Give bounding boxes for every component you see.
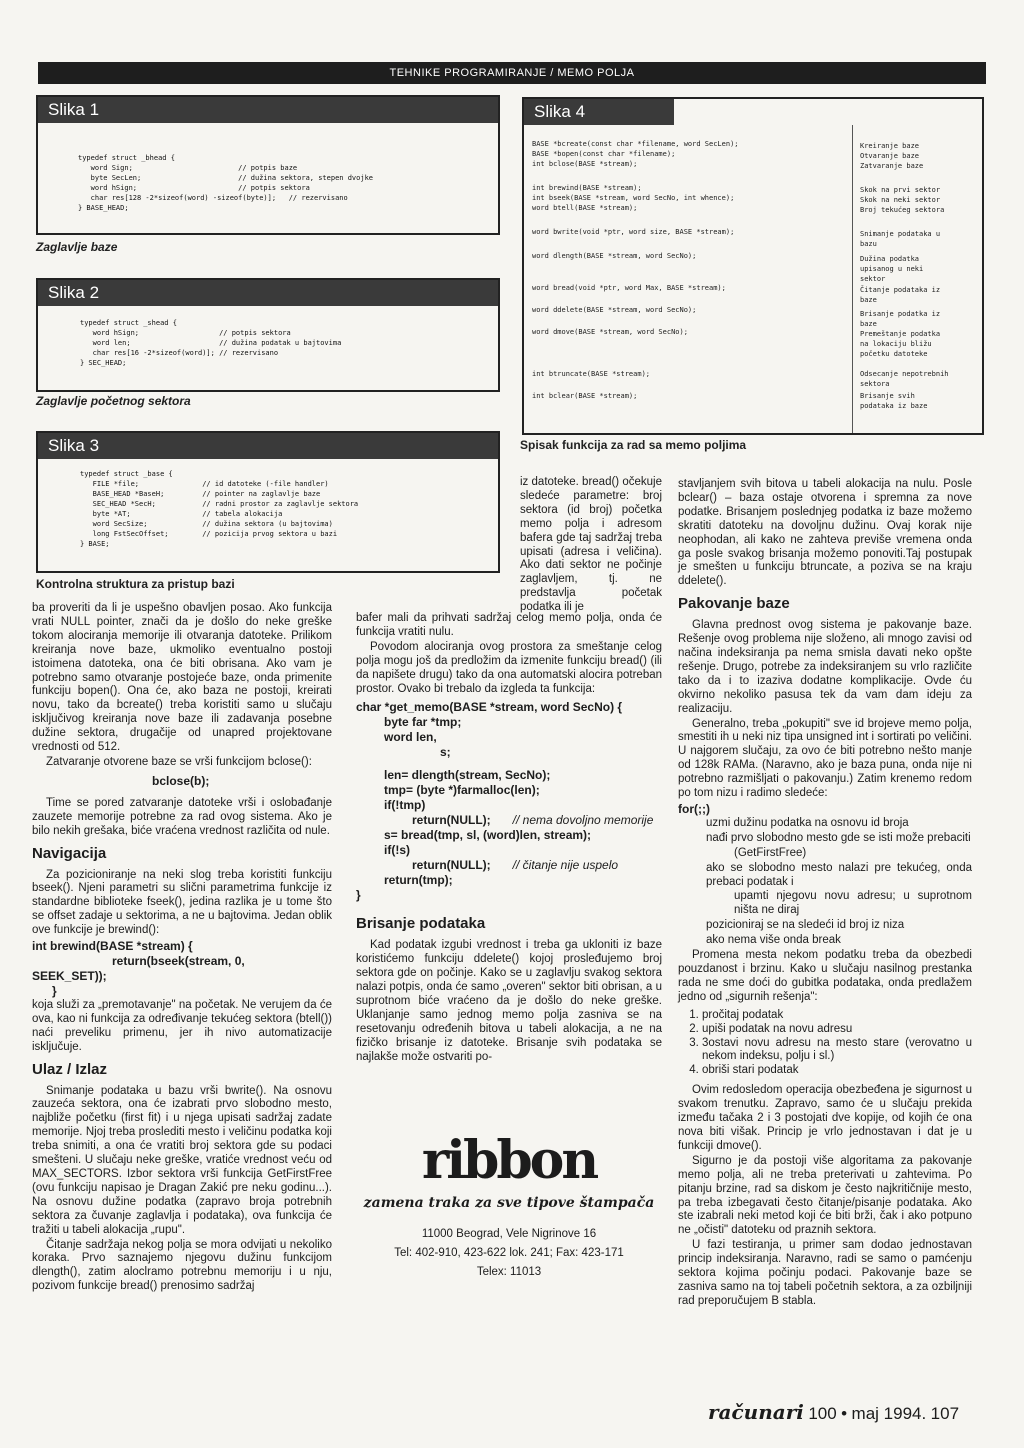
- list-item: 4. obriši stari podatak: [702, 1064, 972, 1078]
- ribbon-phone: Tel: 402-910, 423-622 lok. 241; Fax: 423-171: [394, 1247, 624, 1259]
- figure-3-code: typedef struct _base { FILE *file; // id datoteke (-file handler) BASE_HEAD *BaseH; // pointer na zaglavlje baze SEC_HEAD *SecH; // radni prostor za zaglavlje sektora byte *AT; // tabela alokacija word SecSize; // dužina sektora (u bajtovima) long FstSecOffset; // pozicija prvog sektora u bazi } BASE;: [80, 470, 359, 548]
- col2-code: s;: [440, 745, 451, 760]
- col3-algo: pozicioniraj se na sledeći id broj iz niza: [706, 919, 905, 932]
- list-item: 1. pročitaj podatak: [702, 1009, 972, 1023]
- col1-paragraph: ba proveriti da li je uspešno obavljen posao. Ako funkcija vrati NULL pointer, znači da je došlo do neke greške tokom alociranja memorije ili otvaranja datoteke. Prilikom kreiranja nove baze, ukmoliko eventualno postoji istoimena datoteka, ona će biti obrisana. Ako vam je potrebno samo otvaranje postojeće baze, onda primenite funkciju bopen(). Ona će, ako baza ne postoji, kreirati novu, tako da bcreate() treba koristiti samo u slučaju isključivog kreiranja nove baze ili zadavanja posebne dužine sektora, drugačije od unapred projektovane vrednosti od 512.: [32, 602, 332, 754]
- figure-3: [36, 431, 500, 573]
- function-signature: int bclear(BASE *stream);: [532, 392, 638, 400]
- page-footer: [708, 1400, 978, 1424]
- col1-code: int brewind(BASE *stream) {: [32, 939, 193, 954]
- col2-code: return(NULL);: [412, 858, 491, 873]
- col3-paragraph: Promena mesta nekom podatku treba da obezbedi pouzdanost i brzinu. Kako u slučaju nasilnog prestanka rada ne sme doći do gubitka podataka, onda predlažem jedno od „sigurnih rešenja":: [678, 949, 972, 1003]
- col1-code: }: [52, 984, 57, 999]
- function-description: Čitanje podataka iz baze: [860, 286, 941, 304]
- figure-1: [36, 95, 500, 235]
- figure-2-caption: Zaglavlje početnog sektora: [36, 394, 191, 408]
- col3-algo: ako se slobodno mesto nalazi pre tekućeg, onda prebaci podatak i: [706, 861, 972, 888]
- footer-date: maj 1994.: [851, 1404, 927, 1423]
- col2-paragraph: Kad podatak izgubi vrednost i treba ga ukloniti iz baze koristićemo funkciju ddelete() kojoj prosleđujemo broj sektora gde on počinje. Kako se u zaglavlju svakog sektora nalazi potpis, onda će samo „overen" sektor biti obrisan, a u suprotnom biće vraćeno da je došlo do neke greške. Uklanjanje samo jednog memo polja zasniva se na resetovanju određenih bitova u tabeli alokacija, a ne na fizičko brisanje iz datoteke. Brisanje svih podataka se najlakše može ostvariti po-: [356, 939, 662, 1063]
- col2-code: word len,: [384, 730, 437, 745]
- function-signature: BASE *bcreate(const char *filename, word SecLen); BASE *bopen(const char *filename); int bclose(BASE *stream);: [532, 140, 739, 168]
- section-header-title: TEHNIKE PROGRAMIRANJE / MEMO POLJA: [389, 67, 635, 79]
- col2-code: byte far *tmp;: [384, 715, 462, 730]
- col2-code-comment: // nema dovoljno memorije: [512, 813, 654, 828]
- col3-paragraph: Glavna prednost ovog sistema je pakovanje baze. Rešenje ovog problema nije složeno, ali mnogo zavisi od načina indeksiranja pa nema smisla davati neko opšte rešenje. Drugo, potrebe za indeksiranjem su vrlo različite tako da i to izaziva dodatne komplikacije. Ovde ću okvirno nekoliko pasusa tek da vam dam ideju za realizaciju.: [678, 619, 972, 715]
- heading-ulaz-izlaz: Ulaz / Izlaz: [32, 1060, 108, 1078]
- col2-code: tmp= (byte *)farmalloc(len);: [384, 783, 540, 798]
- col2-code: char *get_memo(BASE *stream, word SecNo) {: [356, 700, 623, 715]
- function-signature: int brewind(BASE *stream); int bseek(BASE *stream, word SecNo, int whence); word btell(BASE *stream);: [532, 184, 735, 212]
- figure-1-title: Slika 1: [38, 97, 498, 123]
- col1-code: bclose(b);: [152, 773, 210, 788]
- col2-code: return(tmp);: [384, 873, 453, 888]
- heading-navigacija: Navigacija: [32, 844, 107, 862]
- footer-issue: 100: [808, 1404, 837, 1423]
- function-description: Snimanje podataka u bazu: [860, 230, 941, 248]
- col3-algo: uzmi dužinu podatka na osnovu id broja: [706, 816, 909, 829]
- ribbon-telex: Telex: 11013: [476, 1266, 542, 1278]
- col2-paragraph: bafer mali da prihvati sadržaj celog memo polja, onda će funkcija vratiti nulu.: [356, 612, 662, 638]
- function-signature: word bwrite(void *ptr, word size, BASE *stream);: [532, 228, 735, 236]
- function-signature: word bread(void *ptr, word Max, BASE *stream);: [532, 284, 726, 292]
- col3-algo: ako nema više onda break: [706, 934, 841, 947]
- col3-paragraph: Generalno, treba „pokupiti" sve id brojeve memo polja, smestiti ih u neki niz tipa unsigned int i sortirati po veličini. U najgorem slučaju, za ovo će biti potrebno nešto manje od 128k RAMa. (Naravno, ako je baza puna, onda nije ni potrebno razmišljati o pakovanju.) Zatim krenemo redom po tom nizu i radimo sledeće:: [678, 717, 972, 800]
- col1-paragraph: Zatvaranje otvorene baze se vrši funkcijom bclose():: [46, 755, 312, 768]
- footer-bullet: •: [841, 1404, 848, 1423]
- col1-paragraph: Čitanje sadržaja nekog polja se mora odvijati u nekoliko koraka. Prvo saznajemo njegovu dužinu funkcijom dlength(), zatim aloclramo potrebnu memoriju i u nju, pozivom funkcije bread() prenosimo sadržaj: [32, 1238, 332, 1293]
- figure-2: [36, 278, 500, 392]
- col3-paragraph: Ovim redosledom operacija obezbeđena je sigurnost u svakom trenutku. Zapravo, samo će u slučaju prekida između tačaka 2 i 3 postojati dve kopije, od kojih će ona nova biti višak. Princip je vrlo jednostavan i dat je u funkciji dmove().: [678, 1084, 972, 1152]
- column-2: [356, 612, 662, 1066]
- function-description: Skok na prvi sektor Skok na neki sektor Broj tekućeg sektora: [860, 186, 945, 214]
- figure-4-title: Slika 4: [524, 99, 674, 125]
- function-signature: word ddelete(BASE *stream, word SecNo);: [532, 306, 697, 314]
- function-description: Brisanje podatka iz baze: [860, 310, 941, 328]
- col3-algo: upamti njegovu novu adresu; u suprotnom ništa ne diraj: [734, 890, 972, 917]
- col2-code: len= dlength(stream, SecNo);: [384, 768, 551, 783]
- figure-2-title: Slika 2: [38, 280, 498, 306]
- col1-paragraph: Za pozicioniranje na neki slog treba koristiti funkciju bseek(). Njeni parametri su slični parametrima funkcije iz standardne biblioteke fseek(), jedina razlika je u tome što se offset zadaje u sektorima, a ne u bajtovima. Jedan oblik ove funkcije je brewind():: [32, 868, 332, 937]
- col3-paragraph: stavljanjem svih bitova u tabeli alokacija na nulu. Posle bclear() – baza ostaje otvorena i spremna za nove podatke. Brisanjem poslednjeg podatka iz baze možemo skratiti datoteku na dovoljnu dužinu. Ovaj korak nije neophodan, ali kako ne zahteva previše vremena onda ga posle svakog brisanja možemo ponoviti.Taj postupak je smešten u funkciju btruncate, a poziva se na kraju ddelete().: [678, 478, 972, 588]
- footer-brand: računari: [708, 1400, 804, 1424]
- col2-paragraph: iz datoteke. bread() očekuje sledeće parametre: broj sektora (id broj) početka memo polja i adresom bafera gde taj sadržaj treba upisati (adresa i veličina). Ako dati sektor ne počinje zaglavljem, tj. ne predstavlja početak podatka ili je: [520, 476, 662, 614]
- col3-paragraph: U fazi testiranja, u primer sam dodao jednostavan princip indeksiranja. Naravno, radi se samo o pamćenju sektora kojima počinju podaci. Pakovanje baze se zasniva samo na toj tabeli početnih sektora, a za ozbiljniji rad preporučujem B stabla.: [678, 1239, 972, 1307]
- col3-code: for(;;): [678, 801, 710, 816]
- figure-1-code: typedef struct _bhead { word Sign; // potpis baze byte SecLen; // dužina sektora, stepen dvojke word hSign; // potpis sektora char res[128 -2*sizeof(word) -sizeof(byte)]; // rezervisano } BASE_HEAD;: [78, 154, 374, 212]
- function-description: Kreiranje baze Otvaranje baze Zatvaranje baze: [860, 142, 924, 170]
- col1-code: SEEK_SET));: [32, 969, 107, 984]
- col2-code: if(!tmp): [384, 798, 426, 813]
- function-description: Brisanje svih podataka iz baze: [860, 392, 928, 410]
- ribbon-tagline: zamena traka za sve tipove štampača: [363, 1195, 655, 1211]
- figure-3-caption: Kontrolna struktura za pristup bazi: [36, 577, 235, 591]
- page-number: 107: [930, 1404, 960, 1423]
- heading-pakovanje: Pakovanje baze: [678, 595, 790, 613]
- col2-code-comment: // čitanje nije uspelo: [512, 858, 619, 873]
- col2-code: if(!s): [384, 843, 410, 858]
- col1-paragraph: Time se pored zatvaranje datoteke vrši i oslobađanje zauzete memorije potrebne za rad ovog sistema. Ako je bilo nekih grešaka, biće vraćena vrednost različita od nule.: [32, 796, 332, 837]
- ribbon-ad: [356, 1130, 662, 1290]
- col2-code: s= bread(tmp, sl, (word)len, stream);: [384, 828, 592, 843]
- steps-list: [678, 1009, 972, 1079]
- ribbon-logo: ribbon: [421, 1130, 597, 1191]
- list-item: 3. 3ostavi novu adresu na mesto stare (verovatno u nekom indeksu, polju i sl.): [702, 1037, 972, 1065]
- col1-paragraph: koja služi za „premotavanje" na početak. Ne verujem da će ova, kao ni funkcija za određivanje tekućeg sektora (btell()) naći preveliku primenu, jer ih nivo automatizacije isključuje.: [32, 999, 332, 1053]
- function-description: Odsecanje nepotrebnih sektora: [860, 370, 949, 388]
- figure-4-divider: [852, 125, 853, 433]
- col2-code: }: [356, 888, 361, 903]
- figure-4-caption: Spisak funkcija za rad sa memo poljima: [520, 438, 747, 452]
- figure-3-title: Slika 3: [38, 433, 498, 459]
- function-description: Premeštanje podatka na lokaciju bližu početku datoteke: [860, 330, 941, 358]
- col2-paragraph: Povodom alociranja ovog prostora za smeštanje celog polja mogu još da predložim da izmenite funkciju bread() (ili da napišete drugu) tako da ona automatski alocira potreban prostor. Ovako bi trebalo da izgleda ta funkcija:: [356, 640, 662, 695]
- heading-brisanje: Brisanje podataka: [356, 915, 486, 933]
- function-signature: word dmove(BASE *stream, word SecNo);: [532, 328, 688, 336]
- section-header: [38, 62, 986, 84]
- ribbon-address: 11000 Beograd, Vele Nigrinove 16: [421, 1228, 597, 1240]
- function-signature: int btruncate(BASE *stream);: [532, 370, 651, 378]
- col3-algo: nađi prvo slobodno mesto gde se isti može prebaciti: [706, 831, 971, 844]
- col3-algo: (GetFirstFree): [734, 846, 807, 859]
- col1-paragraph: Snimanje podataka u bazu vrši bwrite(). Na osnovu zauzeća sektora, ona će izabrati prvo slobodno mesto, najbliže početku (first fit) i u njega upisati sadržaj zadate memorije. Njoj treba proslediti mesto i veličinu podatka koji treba snimiti, a ona će vratiti broj sektora gde su podaci smešteni. U slučaju neke greške, vratiće vrednost veću od MAX_SECTORS. Izbor sektora vrši funkcija GetFirstFree (ovu funkciju napisao je Dragan Zakić pre neku godinu...). Na osnovu dužine podatka (zapravo broja potrebnih sektora za čuvanje zaglavlja i podataka), ova funkcija će tražiti u tabeli alokacija „rupu".: [32, 1084, 332, 1236]
- figure-1-caption: Zaglavlje baze: [36, 240, 118, 254]
- figure-4: [522, 97, 984, 435]
- function-signature: word dlength(BASE *stream, word SecNo);: [532, 252, 697, 260]
- figure-2-code: typedef struct _shead { word hSign; // potpis sektora word len; // dužina podatak u bajtovima char res[16 -2*sizeof(word)]; // rezervisano } SEC_HEAD;: [80, 319, 342, 367]
- col2-code: return(NULL);: [412, 813, 491, 828]
- list-item: 2. upiši podatak na novu adresu: [702, 1023, 972, 1037]
- col1-code: return(bseek(stream, 0,: [112, 954, 245, 969]
- function-description: Dužina podatka upisanog u neki sektor: [860, 255, 924, 283]
- column-3: [678, 478, 972, 1310]
- column-2-top: [520, 476, 662, 616]
- column-1: [32, 602, 332, 1295]
- col3-paragraph: Sigurno je da postoji više algoritama za pakovanje memo polja, ali ne treba preterivati u zahtevima. Po pitanju brzine, rad sa diskom je često najkritičnije mesto, pa treba izbegavati često čitanje/pisanje podataka. Ako ste izabrali neki metod koji će biti brži, čak i ako potpuno ne „očisti" datoteku od praznih sektora.: [678, 1154, 972, 1237]
